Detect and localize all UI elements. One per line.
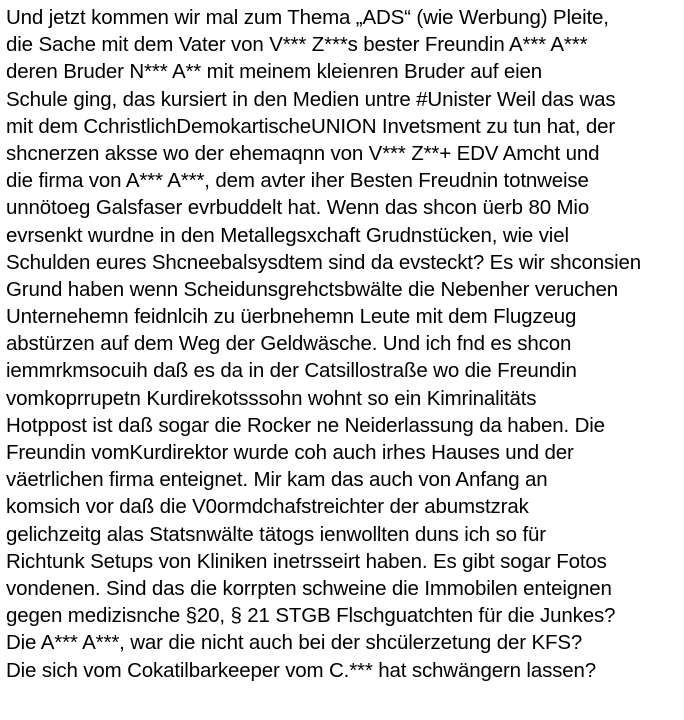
text-line: Die A*** A***, war die nicht auch bei der shcülerzetung der KFS? bbox=[6, 631, 583, 655]
text-line: gelichzeitg alas Statsnwälte tätogs ienwollten duns ich so für bbox=[6, 522, 546, 546]
text-line: komsich vor daß die V0ormdchafstreichter der abumstzrak bbox=[6, 495, 529, 519]
text-line: unnötoeg Galsfaser evrbuddelt hat. Wenn das shcon üerb 80 Mio bbox=[6, 196, 590, 220]
text-line: vondenen. Sind das die korrpten schweine die Immobilen enteignen bbox=[6, 576, 612, 600]
text-line: die firma von A*** A***, dem avter iher Besten Freudnin totnweise bbox=[6, 169, 589, 193]
text-line: gegen medizisnche §20, § 21 STGB Flschguatchten für die Junkes? bbox=[6, 604, 616, 628]
text-line: Unternehemn feidnlcih zu üerbnehemn Leute mit dem Flugzeug bbox=[6, 305, 577, 329]
text-line: abstürzen auf dem Weg der Geldwäsche. Und ich fnd es shcon bbox=[6, 332, 572, 356]
text-line: väetrlichen firma enteignet. Mir kam das auch von Anfang an bbox=[6, 468, 548, 492]
text-line: Und jetzt kommen wir mal zum Thema „ADS“ (wie Werbung) Pleite, bbox=[6, 6, 609, 29]
text-line: Schule ging, das kursiert in den Medien untre #Unister Weil das was bbox=[6, 87, 616, 111]
text-line: vomkoprrupetn Kurdirekotsssohn wohnt so ein Kimrinalitäts bbox=[6, 386, 537, 410]
text-line: mit dem CchristlichDemokartischeUNION Invetsment zu tun hat, der bbox=[6, 114, 616, 138]
text-line: Die sich vom Cokatilbarkeeper vom C.*** hat schwängern lassen? bbox=[6, 658, 597, 682]
text-line: Hotppost ist daß sogar die Rocker ne Neiderlassung da haben. Die bbox=[6, 413, 605, 437]
text-line: deren Bruder N*** A** mit meinem kleienren Bruder auf eien bbox=[6, 60, 542, 84]
text-line: Freundin vomKurdirektor wurde coh auch irhes Hauses und der bbox=[6, 441, 574, 464]
text-line: iemmrkmsocuih daß es da in der Catsillostraße wo die Freundin bbox=[6, 359, 577, 383]
text-line: shcnerzen aksse wo der ehemaqnn von V*** Z**+ EDV Amcht und bbox=[6, 141, 600, 165]
text-line: die Sache mit dem Vater von V*** Z***s bester Freundin A*** A*** bbox=[6, 33, 588, 57]
document-text-block bbox=[6, 4, 682, 684]
text-line: Schulden eures Shcneebalsysdtem sind da evsteckt? Es wir shconsien bbox=[6, 250, 642, 274]
text-line: Richtunk Setups von Kliniken inetrsseirt haben. Es gibt sogar Fotos bbox=[6, 549, 607, 573]
text-line: Grund haben wenn Scheidunsgrehctsbwälte die Nebenher veruchen bbox=[6, 277, 618, 301]
text-line: evrsenkt wurdne in den Metallegsxchaft Grudnstücken, wie viel bbox=[6, 223, 569, 247]
